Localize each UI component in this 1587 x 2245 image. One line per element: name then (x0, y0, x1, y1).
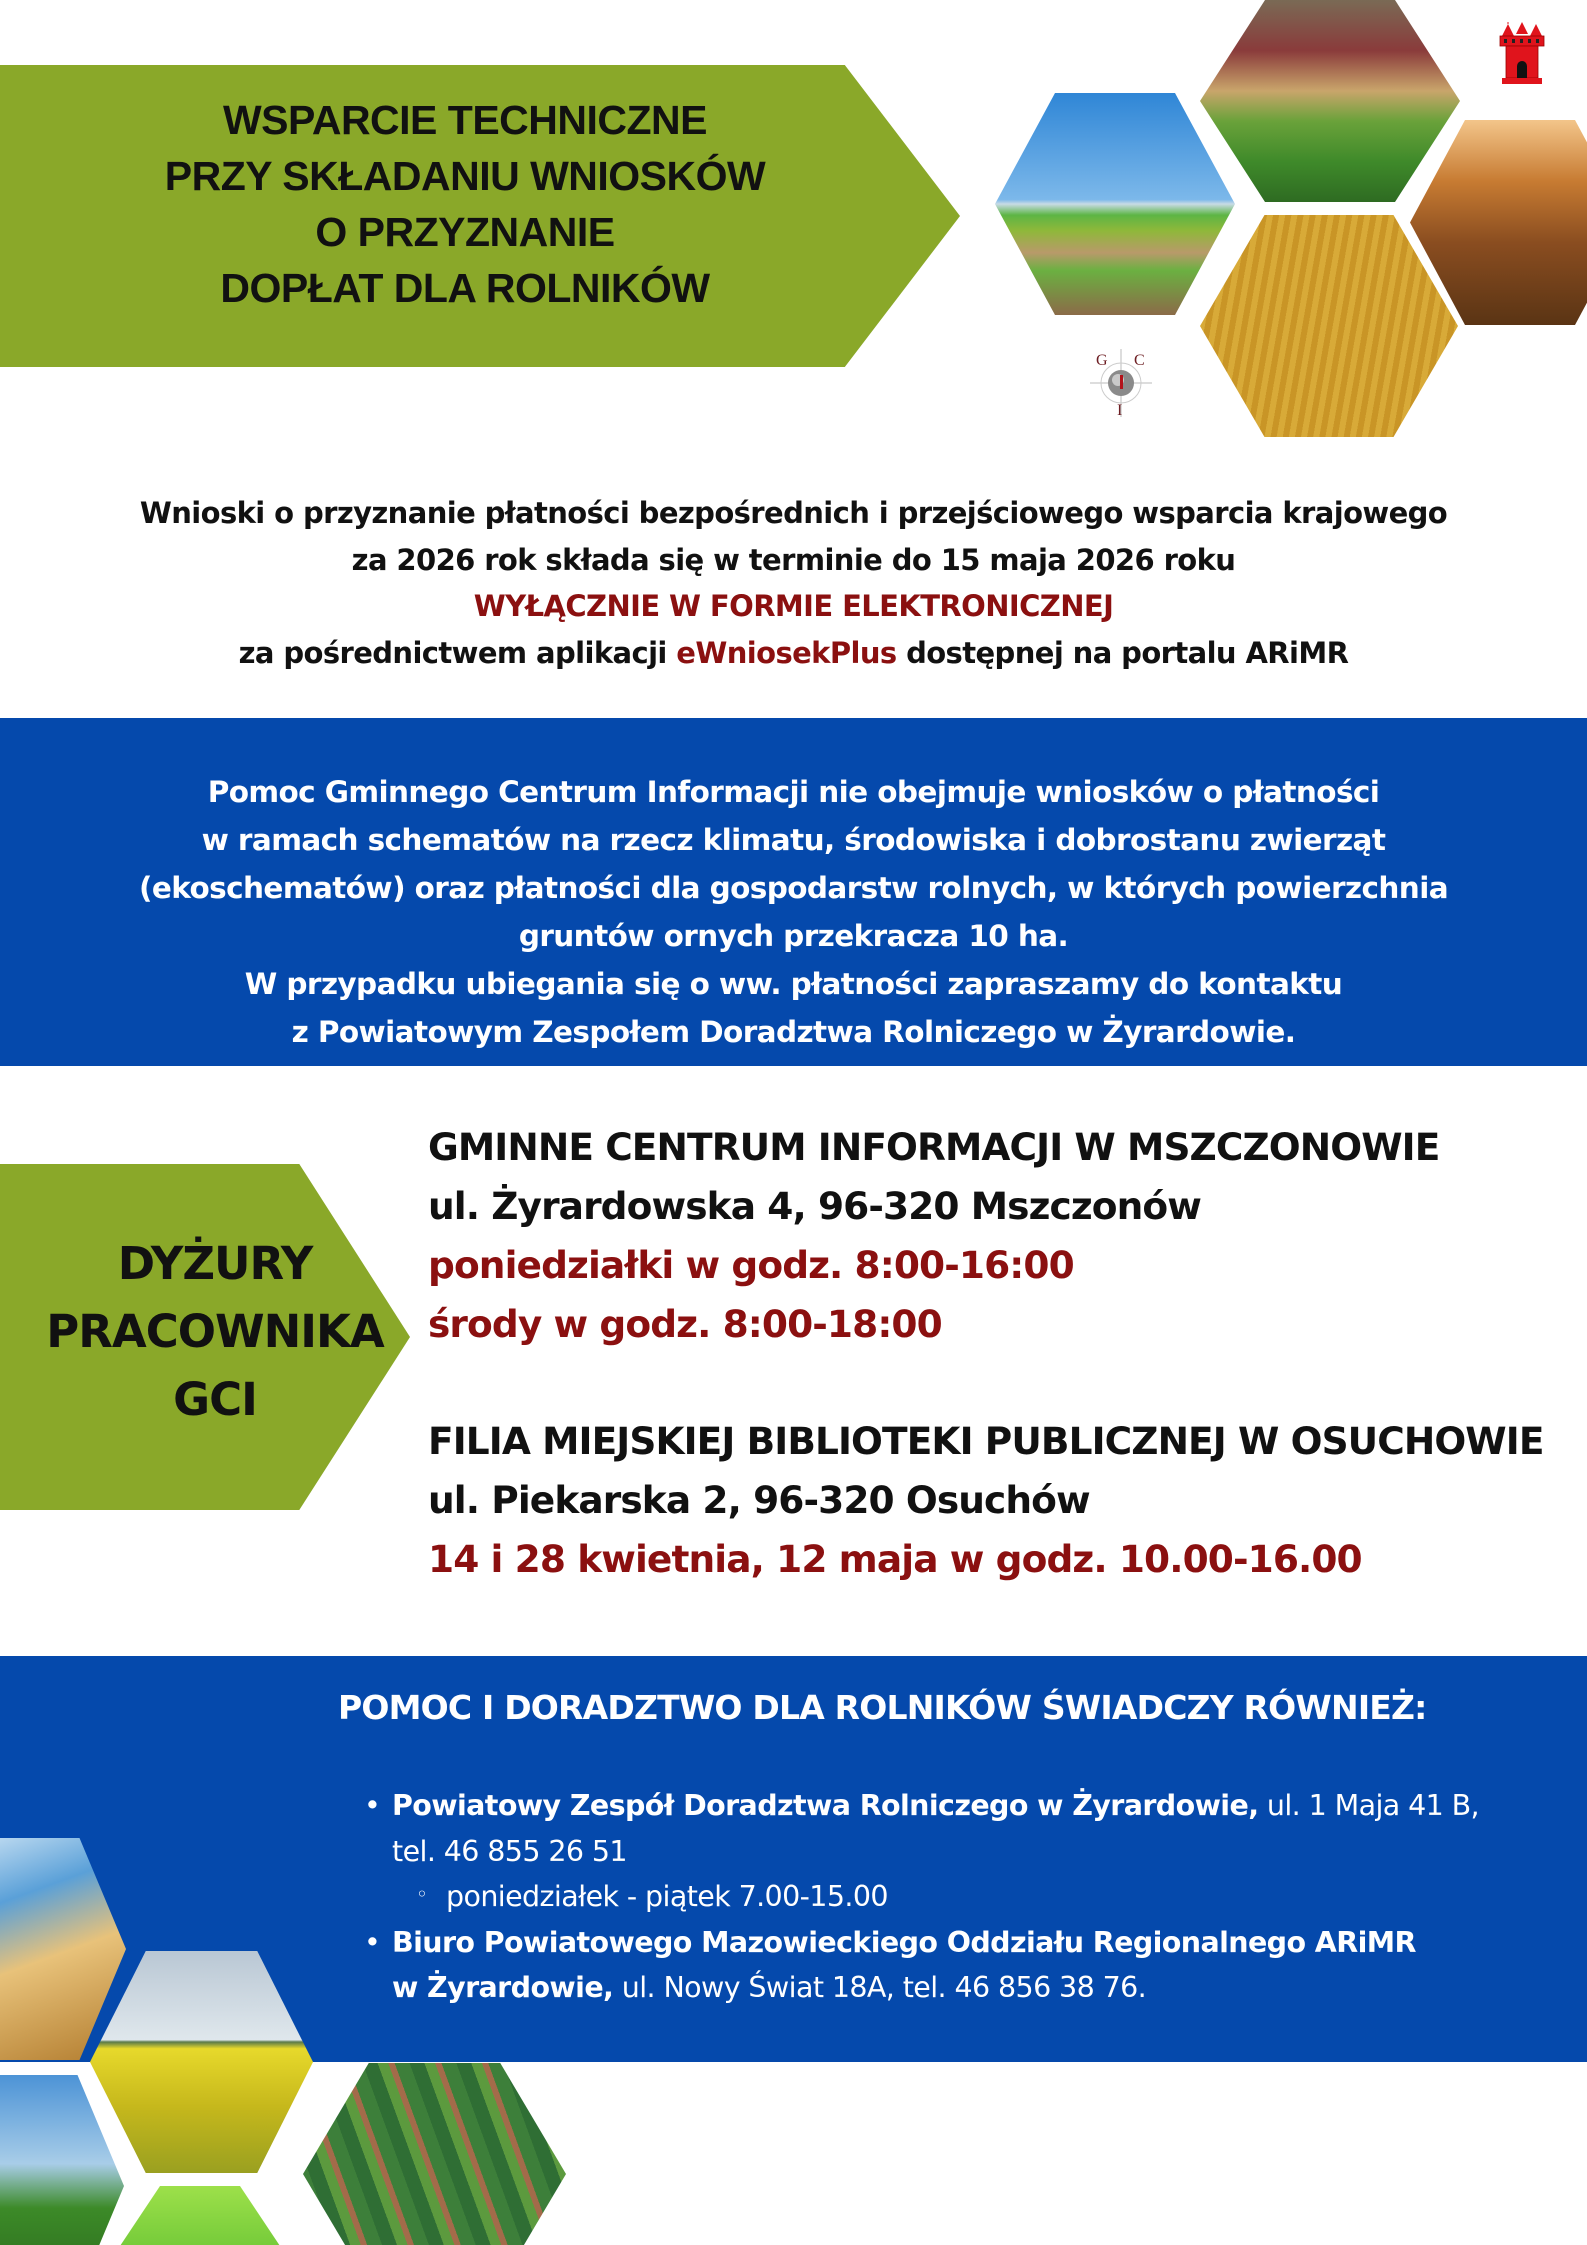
location-osuchow (428, 1412, 1544, 1589)
app-name: eWniosekPlus (676, 635, 897, 670)
location-name: GMINNE CENTRUM INFORMACJI W MSZCZONOWIE (428, 1125, 1440, 1169)
help-list (360, 1783, 1560, 2011)
tractor-field-image (995, 93, 1235, 315)
svg-text:I: I (1117, 402, 1123, 419)
intro-line: za pośrednictwem aplikacji eWniosekPlus dostępnej na portalu ARiMR (238, 635, 1349, 670)
aerial-farmland-image (303, 2063, 566, 2245)
notice-line: w ramach schematów na rzecz klimatu, środowiska i dobrostanu zwierząt (201, 823, 1386, 857)
location-hours: środy w godz. 8:00-18:00 (428, 1302, 942, 1346)
location-name: FILIA MIEJSKIEJ BIBLIOTEKI PUBLICZNEJ W OSUCHOWIE (428, 1419, 1544, 1463)
combine-wheat-aerial-image (1200, 215, 1458, 437)
hollow-bullet-icon: ◦ (416, 1882, 428, 1906)
bullet-icon: • (364, 1789, 381, 1822)
title-line: WSPARCIE TECHNICZNE (222, 97, 708, 143)
notice-line: gruntów ornych przekracza 10 ha. (518, 919, 1069, 953)
harvest-soy-field-image (1200, 0, 1460, 202)
wheat-sky-image (0, 1838, 126, 2060)
svg-text:G: G (1096, 352, 1108, 369)
page-title (0, 92, 930, 316)
green-grass-image (120, 2186, 280, 2245)
list-item: • Biuro Powiatowego Mazowieckiego Oddziału Regionalnego ARiMR w Żyrardowie, ul. Nowy Świat 18A, tel. 46 856 38 76. (360, 1920, 1560, 2011)
intro-line: Wnioski o przyznanie płatności bezpośrednich i przejściowego wsparcia krajowego (139, 496, 1448, 530)
org-phone: tel. 46 855 26 51 (392, 1834, 627, 1868)
title-line: DOPŁAT DLA ROLNIKÓW (220, 265, 710, 311)
bullet-icon: • (364, 1925, 381, 1959)
location-hours: poniedziałki w godz. 8:00-16:00 (428, 1243, 1074, 1287)
notice-line: W przypadku ubiegania się o ww. płatności zapraszamy do kontaktu (244, 967, 1343, 1001)
title-line: O PRZYZNANIE (315, 209, 615, 255)
svg-text:C: C (1134, 352, 1145, 369)
list-subitem (360, 1874, 1560, 1920)
office-hours: poniedziałek - piątek 7.00-15.00 (446, 1880, 888, 1913)
org-name: Biuro Powiatowego Mazowieckiego Oddziału Regionalnego ARiMR (392, 1925, 1416, 1959)
location-address: ul. Żyrardowska 4, 96-320 Mszczonów (428, 1184, 1202, 1228)
notice-line: z Powiatowym Zespołem Doradztwa Rolniczego w Żyrardowie. (291, 1015, 1296, 1049)
notice-line: Pomoc Gminnego Centrum Informacji nie obejmuje wniosków o płatności (207, 775, 1380, 809)
notice-line: (ekoschematów) oraz płatności dla gospodarstw rolnych, w których powierzchnia (138, 871, 1449, 905)
electronic-only-emphasis: WYŁĄCZNIE W FORMIE ELEKTRONICZNEJ (473, 589, 1114, 623)
help-title: POMOC I DORADZTWO DLA ROLNIKÓW ŚWIADCZY RÓWNIEŻ: (338, 1688, 1427, 1727)
title-line: PRZY SKŁADANIU WNIOSKÓW (164, 153, 766, 199)
gci-logo-icon (1088, 345, 1154, 421)
intro-text (40, 490, 1547, 676)
org-name: Powiatowy Zespół Doradztwa Rolniczego w Żyrardowie, (392, 1789, 1259, 1822)
list-item: • Powiatowy Zespół Doradztwa Rolniczego w Żyrardowie, ul. 1 Maja 41 B, tel. 46 855 26 51 (360, 1783, 1560, 1874)
corn-field-image (0, 2075, 124, 2245)
location-mszczonow (428, 1118, 1439, 1354)
location-hours: 14 i 28 kwietnia, 12 maja w godz. 10.00-16.00 (428, 1537, 1362, 1581)
notice-text (0, 768, 1587, 1056)
location-address: ul. Piekarska 2, 96-320 Osuchów (428, 1478, 1090, 1522)
castle-logo-icon (1498, 22, 1546, 84)
duty-label: DYŻURY PRACOWNIKA GCI (46, 1237, 384, 1426)
intro-line: za 2026 rok składa się w terminie do 15 maja 2026 roku (351, 542, 1236, 577)
